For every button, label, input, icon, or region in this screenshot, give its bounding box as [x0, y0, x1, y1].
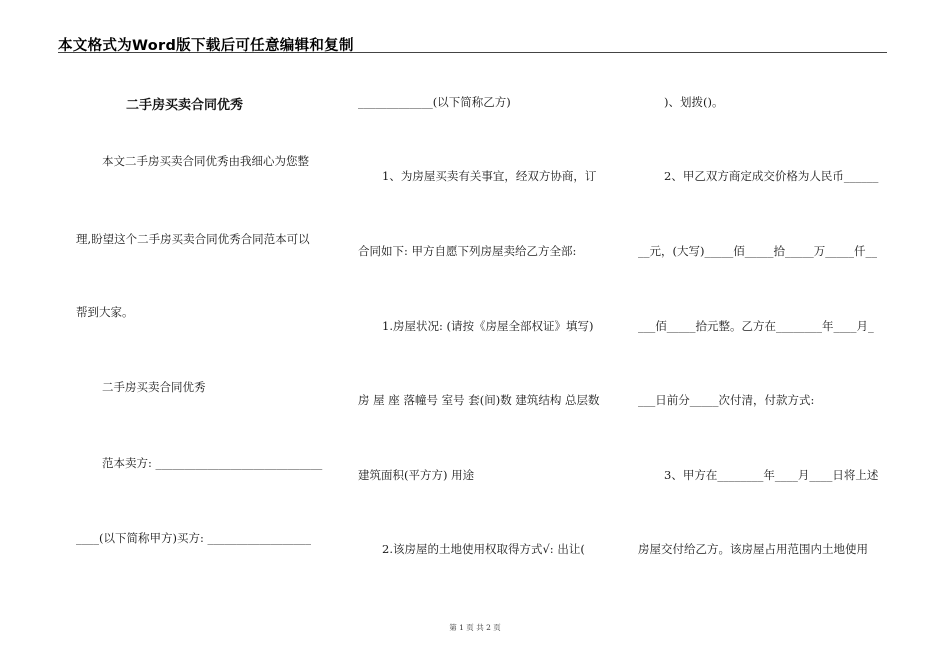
property-fields-line: 房 屋 座 落幢号 室号 套(间)数 建筑结构 总层数 [358, 393, 600, 407]
payment-date-line: ___佰_____拾元整。乙方在________年____月_ [638, 319, 874, 333]
paragraph-line: 本文二手房买卖合同优秀由我细心为您整 [102, 154, 309, 168]
property-fields-line: 建筑面积(平方方) 用途 [358, 468, 475, 482]
document-title: 二手房买卖合同优秀 [126, 98, 244, 113]
document-header: 本文格式为Word版下载后可任意编辑和复制 [58, 38, 354, 54]
price-clause-line: 2、甲乙双方商定成交价格为人民币______ [664, 169, 879, 183]
paragraph-line: 帮到大家。 [76, 305, 134, 319]
paragraph-line: 房屋交付给乙方。该房屋占用范围内土地使用 [638, 542, 868, 556]
buyer-field-line: ____(以下简称甲方)买方: __________________ [76, 531, 312, 545]
section-heading: 二手房买卖合同优秀 [102, 380, 206, 394]
clause-line: 2.该房屋的土地使用权取得方式√: 出让( [382, 542, 585, 556]
paragraph-line: 合同如下: 甲方自愿下列房屋卖给乙方全部: [358, 244, 577, 258]
paragraph-line: _____________(以下简称乙方) [358, 95, 511, 109]
clause-line: 1.房屋状况: (请按《房屋全部权证》填写) [382, 319, 594, 333]
seller-field-line: 范本卖方: _____________________________ [102, 456, 323, 470]
delivery-clause-line: 3、甲方在________年____月____日将上述 [664, 468, 879, 482]
paragraph-line: 理,盼望这个二手房买卖合同优秀合同范本可以 [76, 232, 310, 246]
header-divider [58, 52, 887, 53]
clause-line: 1、为房屋买卖有关事宜，经双方协商，订 [382, 169, 597, 183]
paragraph-line: )、划拨()。 [664, 95, 724, 109]
page-number: 第 1 页 共 2 页 [449, 623, 501, 632]
price-amount-line: __元，(大写)_____佰_____拾_____万_____仟__ [638, 244, 877, 258]
payment-method-line: ___日前分_____次付清，付款方式: [638, 393, 815, 407]
